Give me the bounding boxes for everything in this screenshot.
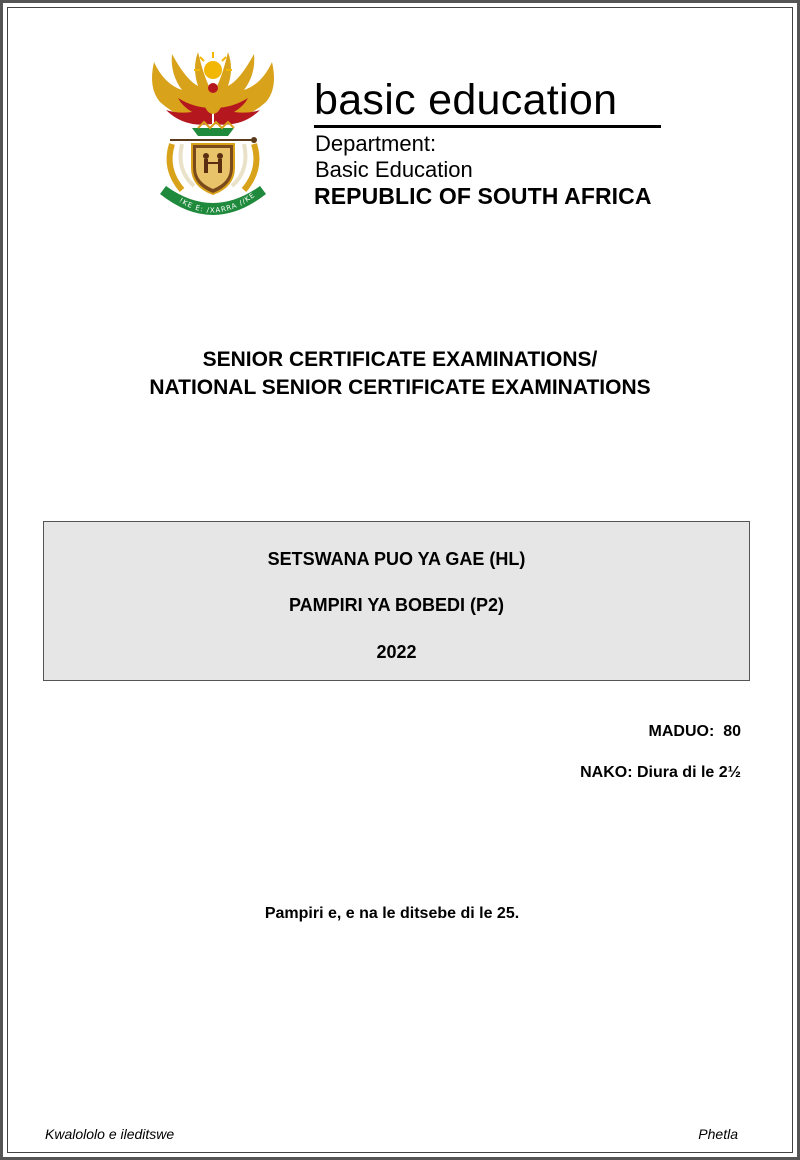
department-name: Basic Education [315, 157, 473, 182]
brand-divider [314, 125, 661, 128]
footer-copyright: Kwalololo e ileditswe [45, 1126, 175, 1142]
time-label: NAKO: Diura di le 2½ [580, 764, 741, 781]
paper-name: PAMPIRI YA BOBEDI (P2) [288, 595, 505, 615]
svg-text:!KE E: /XARRA //KE: !KE E: /XARRA //KE [177, 190, 257, 215]
exam-title-line-1: SENIOR CERTIFICATE EXAMINATIONS/ [202, 348, 598, 371]
paper-info-box [43, 521, 750, 681]
coat-of-arms-logo [142, 44, 284, 226]
department-label: Department: [315, 131, 437, 156]
page-count-note: Pampiri e, e na le ditsebe di le 25. [264, 905, 520, 922]
republic-label: REPUBLIC OF SOUTH AFRICA [314, 183, 652, 209]
marks-label: MADUO: 80 [648, 723, 741, 740]
exam-year: 2022 [376, 642, 417, 662]
brand-title: basic education [314, 76, 618, 124]
footer-turn-over: Phetla [698, 1126, 738, 1142]
exam-title-line-2: NATIONAL SENIOR CERTIFICATE EXAMINATIONS [149, 376, 651, 399]
subject-title: SETSWANA PUO YA GAE (HL) [267, 549, 526, 569]
